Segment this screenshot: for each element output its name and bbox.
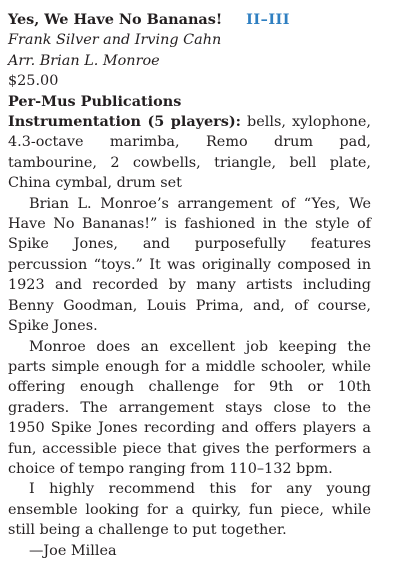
review-paragraph-1: Brian L. Monroe’s arrangement of “Yes, We Have No Bananas!” is fashioned in the style of Spike Jones, and purposefully features percussion “toys.” It was originally composed in 1923 and recorded by many artists including Benny Goodman, Louis Prima, and, of course, Spike Jones. (8, 195, 371, 335)
piece-title: Yes, We Have No Bananas! (8, 11, 223, 28)
review-paragraph-3: I highly recommend this for any young ensemble looking for a quirky, fun piece, while still being a challenge to put together. (8, 481, 371, 539)
publisher: Per-Mus Publications (8, 92, 182, 110)
arranger: Arr. Brian L. Monroe (8, 52, 160, 69)
instrumentation (8, 112, 371, 194)
title-row (8, 10, 371, 30)
difficulty-level: II–III (246, 11, 291, 28)
instrumentation-list: bells, xylophone, 4.3-octave marimba, Remo drum pad, tambourine, 2 cowbells, triangle, bell plate, China cymbal, drum set (8, 114, 371, 192)
reviewer-signature: —Joe Millea (29, 542, 117, 559)
review-paragraph-2: Monroe does an excellent job keeping the parts simple enough for a middle schooler, while offering enough challenge for 9th or 10th graders. The arrangement stays close to the 1950 Spike Jones recording and offers players a fun, accessible piece that gives the performers a choice of tempo ranging from 110–132 bpm. (8, 338, 371, 477)
price: $25.00 (8, 73, 59, 90)
composers: Frank Silver and Irving Cahn (8, 32, 222, 49)
review-entry (8, 10, 371, 561)
instrumentation-label: Instrumentation (5 players): (8, 113, 241, 131)
